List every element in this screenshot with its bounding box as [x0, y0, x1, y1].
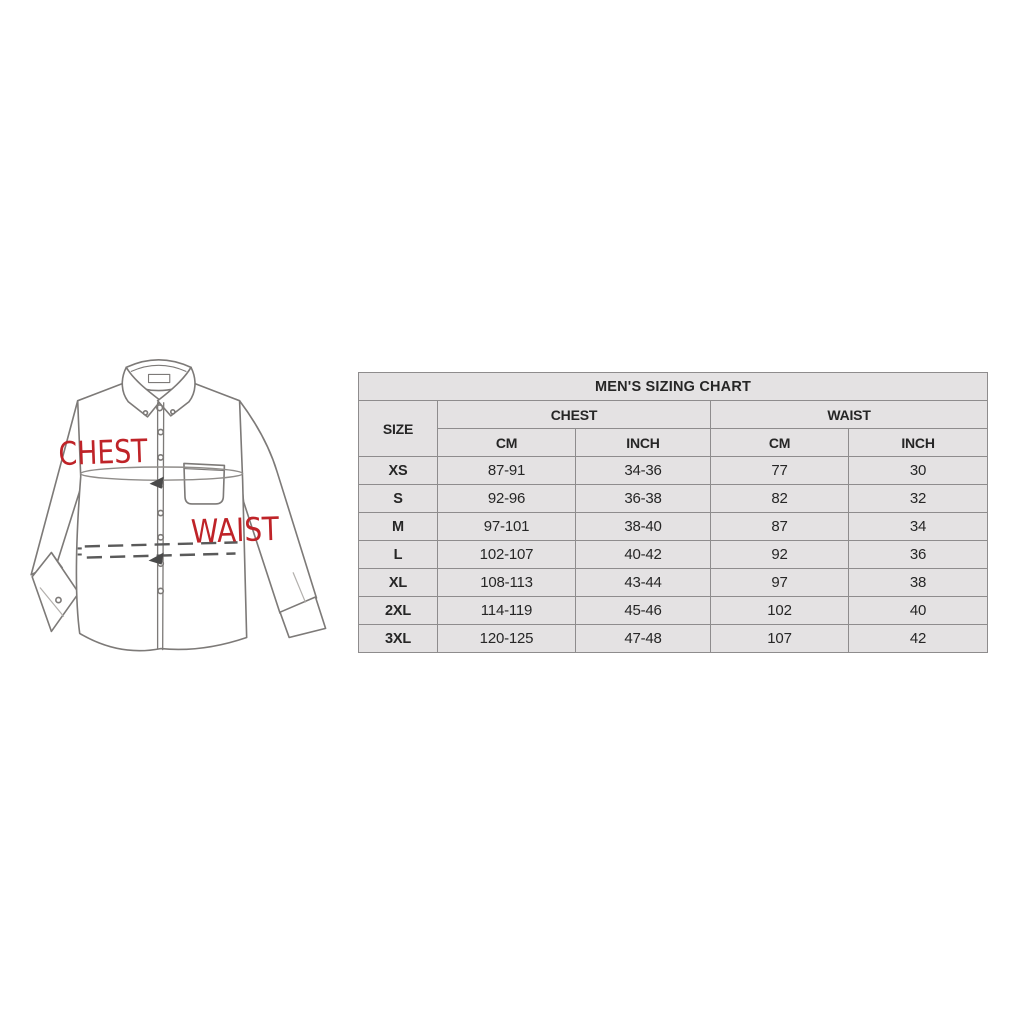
- size-cell: M: [359, 513, 438, 541]
- table-title-row: [359, 373, 988, 401]
- chest-cm-cell: 108-113: [438, 569, 576, 597]
- chest-inch-cell: 47-48: [576, 625, 711, 653]
- subheader-chest-inch: INCH: [576, 429, 711, 457]
- chest-cm-cell: 114-119: [438, 597, 576, 625]
- table-row: [359, 485, 988, 513]
- size-cell: XL: [359, 569, 438, 597]
- table-row: [359, 625, 988, 653]
- col-header-size: SIZE: [359, 401, 438, 457]
- subheader-waist-cm: CM: [711, 429, 849, 457]
- table-group-header-row: [359, 401, 988, 429]
- waist-label: WAIST: [190, 509, 294, 551]
- chest-cm-cell: 102-107: [438, 541, 576, 569]
- waist-inch-cell: 34: [849, 513, 988, 541]
- table-row: [359, 457, 988, 485]
- chest-inch-cell: 38-40: [576, 513, 711, 541]
- waist-cm-cell: 102: [711, 597, 849, 625]
- collar-label: [149, 374, 170, 382]
- subheader-waist-inch: INCH: [849, 429, 988, 457]
- group-header-chest: CHEST: [438, 401, 711, 429]
- waist-cm-cell: 92: [711, 541, 849, 569]
- chest-inch-cell: 34-36: [576, 457, 711, 485]
- waist-cm-cell: 107: [711, 625, 849, 653]
- shirt-illustration: [18, 338, 362, 682]
- size-cell: XS: [359, 457, 438, 485]
- waist-cm-cell: 87: [711, 513, 849, 541]
- table-row: [359, 541, 988, 569]
- chest-inch-cell: 43-44: [576, 569, 711, 597]
- size-cell: L: [359, 541, 438, 569]
- chest-label: CHEST: [57, 431, 167, 474]
- size-cell: 2XL: [359, 597, 438, 625]
- waist-inch-cell: 42: [849, 625, 988, 653]
- waist-cm-cell: 82: [711, 485, 849, 513]
- waist-inch-cell: 40: [849, 597, 988, 625]
- group-header-waist: WAIST: [711, 401, 988, 429]
- chest-cm-cell: 97-101: [438, 513, 576, 541]
- size-cell: 3XL: [359, 625, 438, 653]
- chest-inch-cell: 36-38: [576, 485, 711, 513]
- chest-cm-cell: 92-96: [438, 485, 576, 513]
- chest-cm-cell: 87-91: [438, 457, 576, 485]
- chest-inch-cell: 45-46: [576, 597, 711, 625]
- waist-inch-cell: 32: [849, 485, 988, 513]
- waist-inch-cell: 36: [849, 541, 988, 569]
- table-unit-header-row: [359, 429, 988, 457]
- table-row: [359, 513, 988, 541]
- chest-cm-cell: 120-125: [438, 625, 576, 653]
- size-cell: S: [359, 485, 438, 513]
- chest-inch-cell: 40-42: [576, 541, 711, 569]
- sizing-table: [358, 372, 988, 653]
- waist-inch-cell: 30: [849, 457, 988, 485]
- waist-cm-cell: 77: [711, 457, 849, 485]
- table-title: MEN'S SIZING CHART: [359, 373, 988, 401]
- subheader-chest-cm: CM: [438, 429, 576, 457]
- waist-inch-cell: 38: [849, 569, 988, 597]
- table-row: [359, 597, 988, 625]
- waist-cm-cell: 97: [711, 569, 849, 597]
- table-row: [359, 569, 988, 597]
